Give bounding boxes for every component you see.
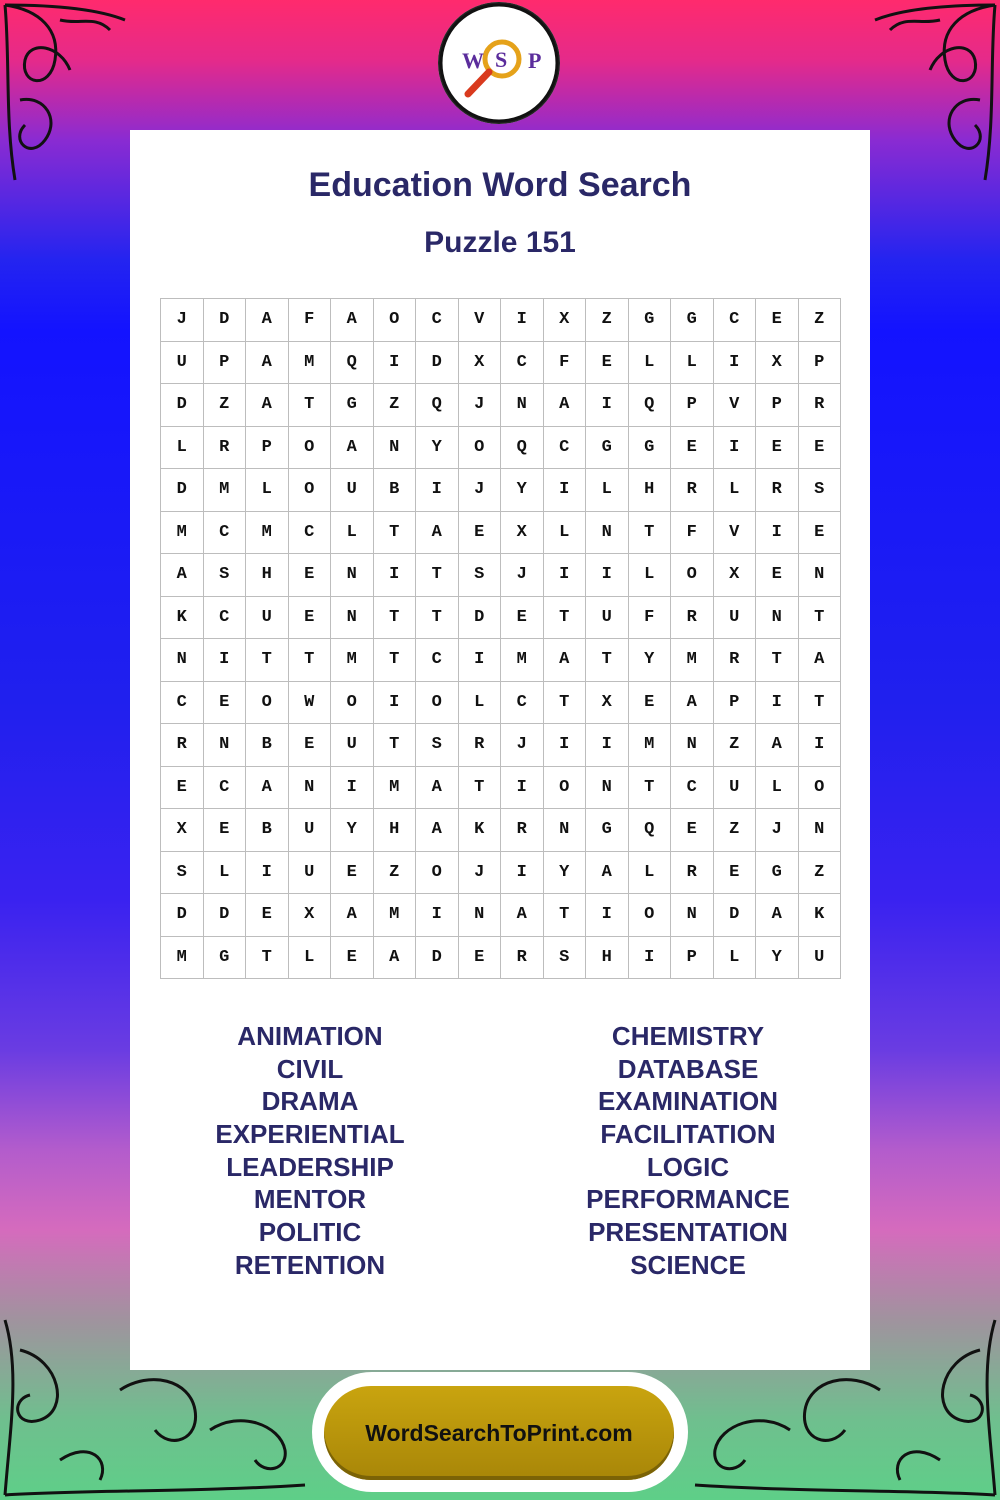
grid-cell[interactable]: T [289, 384, 332, 427]
grid-cell[interactable]: Z [714, 724, 757, 767]
grid-cell[interactable]: C [671, 767, 714, 810]
grid-cell[interactable]: E [629, 682, 672, 725]
grid-cell[interactable]: I [331, 767, 374, 810]
grid-cell[interactable]: B [246, 724, 289, 767]
grid-cell[interactable]: L [629, 852, 672, 895]
grid-cell[interactable]: X [586, 682, 629, 725]
word-list-item: ANIMATION [237, 1021, 383, 1051]
grid-cell[interactable]: G [756, 852, 799, 895]
grid-cell[interactable]: T [374, 639, 417, 682]
grid-cell[interactable]: W [289, 682, 332, 725]
grid-cell[interactable]: I [586, 554, 629, 597]
grid-cell[interactable]: G [586, 809, 629, 852]
grid-cell[interactable]: L [756, 767, 799, 810]
ornament-top-left [0, 0, 130, 190]
word-list-item: LOGIC [646, 1151, 730, 1182]
word-list-right [503, 1020, 873, 1282]
grid-cell[interactable]: Q [416, 384, 459, 427]
grid-cell[interactable]: E [289, 597, 332, 640]
grid-cell[interactable]: F [671, 512, 714, 555]
grid-cell[interactable]: K [161, 597, 204, 640]
word-list-item: CIVIL [276, 1053, 344, 1084]
grid-cell[interactable]: I [501, 299, 544, 342]
word-list-item: DATABASE [617, 1053, 759, 1084]
grid-cell[interactable]: I [416, 469, 459, 512]
site-logo[interactable] [438, 2, 560, 124]
puzzle-number: Puzzle 151 [424, 226, 576, 259]
grid-cell[interactable]: A [756, 894, 799, 937]
grid-cell[interactable]: I [374, 682, 417, 725]
grid-cell[interactable]: T [629, 512, 672, 555]
grid-cell[interactable]: U [799, 937, 842, 980]
grid-cell[interactable]: E [714, 852, 757, 895]
grid-cell[interactable]: L [714, 937, 757, 980]
grid-cell[interactable]: E [289, 724, 332, 767]
grid-cell[interactable]: I [416, 894, 459, 937]
grid-cell[interactable]: G [629, 427, 672, 470]
grid-cell[interactable]: I [756, 682, 799, 725]
grid-cell[interactable]: N [289, 767, 332, 810]
grid-cell[interactable]: I [501, 767, 544, 810]
grid-cell[interactable]: M [374, 767, 417, 810]
puzzle-panel [130, 130, 870, 1370]
grid-cell[interactable]: A [586, 852, 629, 895]
grid-cell[interactable]: L [204, 852, 247, 895]
grid-cell[interactable]: E [671, 427, 714, 470]
grid-cell[interactable]: I [501, 852, 544, 895]
grid-cell[interactable]: O [799, 767, 842, 810]
grid-cell[interactable]: O [374, 299, 417, 342]
grid-cell[interactable]: Z [204, 384, 247, 427]
grid-cell[interactable]: S [544, 937, 587, 980]
grid-cell[interactable]: T [459, 767, 502, 810]
grid-cell[interactable]: O [289, 427, 332, 470]
grid-cell[interactable]: A [544, 384, 587, 427]
grid-cell[interactable]: F [544, 342, 587, 385]
grid-cell[interactable]: J [501, 724, 544, 767]
grid-cell[interactable]: D [204, 299, 247, 342]
grid-cell[interactable]: N [586, 512, 629, 555]
grid-cell[interactable]: L [671, 342, 714, 385]
grid-cell[interactable]: D [161, 894, 204, 937]
grid-cell[interactable]: I [629, 937, 672, 980]
grid-cell[interactable]: R [671, 469, 714, 512]
grid-cell[interactable]: M [629, 724, 672, 767]
grid-cell[interactable]: O [246, 682, 289, 725]
grid-cell[interactable]: A [246, 299, 289, 342]
grid-cell[interactable]: R [714, 639, 757, 682]
grid-cell[interactable]: I [586, 384, 629, 427]
grid-cell[interactable]: N [459, 894, 502, 937]
grid-cell[interactable]: L [544, 512, 587, 555]
grid-cell[interactable]: E [459, 512, 502, 555]
grid-cell[interactable]: I [374, 342, 417, 385]
grid-cell[interactable]: T [586, 639, 629, 682]
ornament-top-right [870, 0, 1000, 190]
grid-cell[interactable]: R [756, 469, 799, 512]
grid-cell[interactable]: A [756, 724, 799, 767]
grid-cell[interactable]: A [416, 767, 459, 810]
grid-cell[interactable]: J [459, 384, 502, 427]
grid-cell[interactable]: L [161, 427, 204, 470]
grid-cell[interactable]: E [246, 894, 289, 937]
letter-grid [160, 298, 841, 979]
grid-cell[interactable]: C [204, 597, 247, 640]
grid-cell[interactable]: I [246, 852, 289, 895]
grid-cell[interactable]: D [161, 469, 204, 512]
grid-cell[interactable]: C [204, 767, 247, 810]
grid-cell[interactable]: F [629, 597, 672, 640]
grid-cell[interactable]: J [161, 299, 204, 342]
grid-cell[interactable]: J [756, 809, 799, 852]
grid-cell[interactable]: N [586, 767, 629, 810]
grid-cell[interactable]: Y [416, 427, 459, 470]
grid-cell[interactable]: G [629, 299, 672, 342]
grid-cell[interactable]: Z [714, 809, 757, 852]
grid-cell[interactable]: T [374, 512, 417, 555]
grid-cell[interactable]: V [459, 299, 502, 342]
grid-cell[interactable]: T [756, 639, 799, 682]
grid-cell[interactable]: K [459, 809, 502, 852]
grid-cell[interactable]: G [331, 384, 374, 427]
grid-cell[interactable]: I [544, 469, 587, 512]
grid-cell[interactable]: X [161, 809, 204, 852]
grid-cell[interactable]: X [289, 894, 332, 937]
grid-cell[interactable]: E [671, 809, 714, 852]
grid-cell[interactable]: Y [501, 469, 544, 512]
grid-cell[interactable]: O [671, 554, 714, 597]
grid-cell[interactable]: C [416, 299, 459, 342]
word-list-item: EXPERIENTIAL [215, 1119, 405, 1150]
grid-cell[interactable]: E [331, 937, 374, 980]
grid-cell[interactable]: R [671, 852, 714, 895]
grid-cell[interactable]: P [671, 384, 714, 427]
grid-cell[interactable]: E [204, 809, 247, 852]
grid-cell[interactable]: I [756, 512, 799, 555]
grid-cell[interactable]: V [714, 512, 757, 555]
grid-cell[interactable]: U [331, 469, 374, 512]
grid-cell[interactable]: N [671, 894, 714, 937]
grid-cell[interactable]: A [331, 427, 374, 470]
grid-cell[interactable]: N [671, 724, 714, 767]
grid-cell[interactable]: X [544, 299, 587, 342]
grid-cell[interactable]: N [161, 639, 204, 682]
grid-cell[interactable]: N [799, 809, 842, 852]
grid-cell[interactable]: T [246, 937, 289, 980]
grid-cell[interactable]: O [544, 767, 587, 810]
grid-cell[interactable]: E [586, 342, 629, 385]
grid-cell[interactable]: A [331, 299, 374, 342]
grid-cell[interactable]: F [289, 299, 332, 342]
logo-letter-p: P [528, 48, 542, 73]
grid-cell[interactable]: M [161, 937, 204, 980]
grid-cell[interactable]: J [459, 469, 502, 512]
site-link-label: WordSearchToPrint.com [365, 1419, 633, 1446]
grid-cell[interactable]: A [374, 937, 417, 980]
grid-cell[interactable]: X [714, 554, 757, 597]
grid-cell[interactable]: A [161, 554, 204, 597]
grid-cell[interactable]: G [586, 427, 629, 470]
grid-cell[interactable]: O [629, 894, 672, 937]
grid-cell[interactable]: Z [799, 299, 842, 342]
grid-cell[interactable]: T [289, 639, 332, 682]
word-list-item: MENTOR [253, 1184, 367, 1215]
grid-cell[interactable]: C [501, 682, 544, 725]
grid-cell[interactable]: E [289, 554, 332, 597]
grid-cell[interactable]: P [204, 342, 247, 385]
word-list-item: PRESENTATION [588, 1217, 788, 1248]
grid-cell[interactable]: J [501, 554, 544, 597]
grid-cell[interactable]: T [799, 597, 842, 640]
grid-cell[interactable]: Y [544, 852, 587, 895]
grid-cell[interactable]: Q [629, 809, 672, 852]
grid-cell[interactable]: N [756, 597, 799, 640]
grid-cell[interactable]: H [586, 937, 629, 980]
word-list-item: DRAMA [261, 1086, 359, 1117]
grid-cell[interactable]: A [246, 342, 289, 385]
grid-cell[interactable]: M [246, 512, 289, 555]
grid-cell[interactable]: G [671, 299, 714, 342]
grid-cell[interactable]: N [331, 597, 374, 640]
grid-cell[interactable]: B [374, 469, 417, 512]
grid-cell[interactable]: L [246, 469, 289, 512]
grid-cell[interactable]: I [799, 724, 842, 767]
grid-cell[interactable]: P [246, 427, 289, 470]
grid-cell[interactable]: R [459, 724, 502, 767]
grid-cell[interactable]: R [799, 384, 842, 427]
logo-letter-w: W [462, 48, 484, 73]
grid-cell[interactable]: C [416, 639, 459, 682]
word-list-item: LEADERSHIP [226, 1151, 394, 1182]
grid-cell[interactable]: H [629, 469, 672, 512]
grid-cell[interactable]: J [459, 852, 502, 895]
grid-cell[interactable]: O [459, 427, 502, 470]
grid-cell[interactable]: S [799, 469, 842, 512]
grid-cell[interactable]: U [289, 852, 332, 895]
grid-cell[interactable]: E [799, 512, 842, 555]
grid-cell[interactable]: M [204, 469, 247, 512]
grid-cell[interactable]: D [416, 342, 459, 385]
page-title: Education Word Search [308, 166, 692, 204]
grid-cell[interactable]: N [799, 554, 842, 597]
grid-cell[interactable]: T [416, 597, 459, 640]
grid-cell[interactable]: L [586, 469, 629, 512]
grid-cell[interactable]: E [756, 554, 799, 597]
grid-cell[interactable]: Z [799, 852, 842, 895]
grid-cell[interactable]: I [586, 724, 629, 767]
grid-cell[interactable]: E [331, 852, 374, 895]
grid-cell[interactable]: O [331, 682, 374, 725]
grid-cell[interactable]: U [714, 767, 757, 810]
grid-cell[interactable]: O [416, 682, 459, 725]
grid-cell[interactable]: N [204, 724, 247, 767]
grid-cell[interactable]: M [671, 639, 714, 682]
grid-cell[interactable]: K [799, 894, 842, 937]
grid-cell[interactable]: T [544, 682, 587, 725]
grid-cell[interactable]: S [204, 554, 247, 597]
grid-cell[interactable]: I [714, 342, 757, 385]
grid-cell[interactable]: X [501, 512, 544, 555]
grid-cell[interactable]: I [544, 724, 587, 767]
grid-cell[interactable]: E [161, 767, 204, 810]
grid-cell[interactable]: A [671, 682, 714, 725]
grid-cell[interactable]: D [459, 597, 502, 640]
word-list-item: SCIENCE [630, 1249, 746, 1280]
grid-cell[interactable]: U [331, 724, 374, 767]
grid-cell[interactable]: B [246, 809, 289, 852]
grid-cell[interactable]: L [714, 469, 757, 512]
grid-cell[interactable]: T [544, 597, 587, 640]
grid-cell[interactable]: L [629, 554, 672, 597]
grid-cell[interactable]: P [671, 937, 714, 980]
grid-cell[interactable]: M [331, 639, 374, 682]
grid-cell[interactable]: D [416, 937, 459, 980]
grid-cell[interactable]: I [544, 554, 587, 597]
grid-cell[interactable]: I [374, 554, 417, 597]
grid-cell[interactable]: M [289, 342, 332, 385]
grid-cell[interactable]: E [756, 299, 799, 342]
magnifier-icon [438, 2, 560, 124]
grid-cell[interactable]: A [799, 639, 842, 682]
grid-cell[interactable]: R [501, 937, 544, 980]
grid-cell[interactable]: R [161, 724, 204, 767]
footer-banner [312, 1372, 688, 1492]
grid-cell[interactable]: M [374, 894, 417, 937]
grid-cell[interactable]: O [289, 469, 332, 512]
word-list-item: CHEMISTRY [611, 1021, 765, 1051]
grid-cell[interactable]: R [204, 427, 247, 470]
grid-cell[interactable]: I [714, 427, 757, 470]
grid-cell[interactable]: L [331, 512, 374, 555]
grid-cell[interactable]: D [204, 894, 247, 937]
grid-cell[interactable]: M [501, 639, 544, 682]
grid-cell[interactable]: C [289, 512, 332, 555]
word-list-item: FACILITATION [600, 1119, 776, 1150]
grid-cell[interactable]: P [714, 682, 757, 725]
word-list-left [125, 1020, 495, 1282]
grid-cell[interactable]: C [204, 512, 247, 555]
grid-cell[interactable]: Z [374, 852, 417, 895]
grid-cell[interactable]: T [416, 554, 459, 597]
grid-cell[interactable]: E [501, 597, 544, 640]
grid-cell[interactable]: T [246, 639, 289, 682]
grid-cell[interactable]: T [374, 597, 417, 640]
grid-cell[interactable]: A [416, 809, 459, 852]
grid-cell[interactable]: C [501, 342, 544, 385]
grid-cell[interactable]: A [501, 894, 544, 937]
grid-cell[interactable]: I [586, 894, 629, 937]
grid-cell[interactable]: Z [374, 384, 417, 427]
grid-cell[interactable]: V [714, 384, 757, 427]
grid-cell[interactable]: R [671, 597, 714, 640]
grid-cell[interactable]: Q [331, 342, 374, 385]
grid-cell[interactable]: X [459, 342, 502, 385]
grid-cell[interactable]: P [799, 342, 842, 385]
grid-cell[interactable]: P [756, 384, 799, 427]
grid-cell[interactable]: Y [331, 809, 374, 852]
grid-cell[interactable]: M [161, 512, 204, 555]
grid-cell[interactable]: N [374, 427, 417, 470]
grid-cell[interactable]: L [289, 937, 332, 980]
grid-cell[interactable]: N [331, 554, 374, 597]
grid-cell[interactable]: U [586, 597, 629, 640]
grid-cell[interactable]: H [374, 809, 417, 852]
grid-cell[interactable]: U [246, 597, 289, 640]
grid-cell[interactable]: R [501, 809, 544, 852]
grid-cell[interactable]: S [416, 724, 459, 767]
grid-cell[interactable]: I [459, 639, 502, 682]
grid-cell[interactable]: T [374, 724, 417, 767]
grid-cell[interactable]: A [331, 894, 374, 937]
grid-cell[interactable]: A [544, 639, 587, 682]
grid-cell[interactable]: C [161, 682, 204, 725]
grid-cell[interactable]: D [714, 894, 757, 937]
grid-cell[interactable]: T [799, 682, 842, 725]
grid-cell[interactable]: N [544, 809, 587, 852]
word-list-item: EXAMINATION [597, 1086, 779, 1117]
grid-cell[interactable]: O [416, 852, 459, 895]
grid-cell[interactable]: N [501, 384, 544, 427]
grid-cell[interactable]: D [161, 384, 204, 427]
grid-cell[interactable]: S [161, 852, 204, 895]
grid-cell[interactable]: S [459, 554, 502, 597]
grid-cell[interactable]: A [416, 512, 459, 555]
grid-cell[interactable]: L [459, 682, 502, 725]
grid-cell[interactable]: U [161, 342, 204, 385]
grid-cell[interactable]: Q [629, 384, 672, 427]
grid-cell[interactable]: E [204, 682, 247, 725]
grid-cell[interactable]: T [544, 894, 587, 937]
grid-cell[interactable]: I [204, 639, 247, 682]
grid-cell[interactable]: Y [629, 639, 672, 682]
grid-cell[interactable]: E [799, 427, 842, 470]
word-list-item: PERFORMANCE [586, 1184, 790, 1215]
grid-cell[interactable]: Z [586, 299, 629, 342]
grid-cell[interactable]: Q [501, 427, 544, 470]
grid-cell[interactable]: C [544, 427, 587, 470]
grid-cell[interactable]: U [714, 597, 757, 640]
grid-cell[interactable]: X [756, 342, 799, 385]
grid-cell[interactable]: H [246, 554, 289, 597]
grid-cell[interactable]: Y [756, 937, 799, 980]
grid-cell[interactable]: A [246, 384, 289, 427]
grid-cell[interactable]: U [289, 809, 332, 852]
grid-cell[interactable]: G [204, 937, 247, 980]
logo-letter-s: S [495, 47, 508, 72]
site-link-button[interactable] [324, 1386, 674, 1480]
word-list-item: RETENTION [234, 1249, 386, 1280]
grid-cell[interactable]: E [459, 937, 502, 980]
grid-cell[interactable]: A [246, 767, 289, 810]
grid-cell[interactable]: L [629, 342, 672, 385]
grid-cell[interactable]: T [629, 767, 672, 810]
grid-cell[interactable]: E [756, 427, 799, 470]
grid-cell[interactable]: C [714, 299, 757, 342]
word-list-item: POLITIC [258, 1217, 362, 1248]
